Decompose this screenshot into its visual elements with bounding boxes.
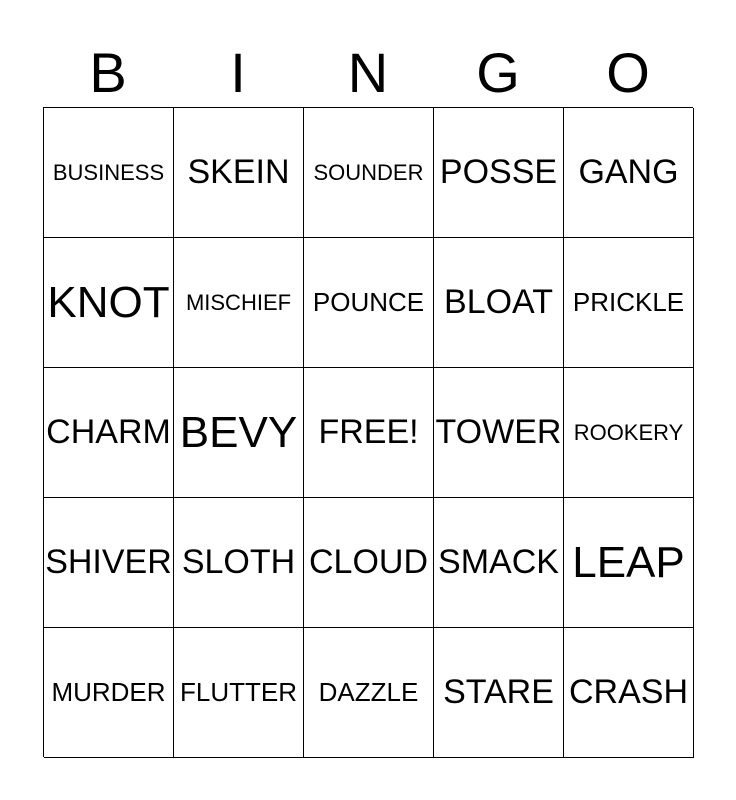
- header-letter-o: O: [606, 41, 650, 104]
- header-letter-n: N: [347, 41, 389, 104]
- bingo-cell[interactable]: POSSE: [434, 108, 564, 238]
- bingo-cell[interactable]: STARE: [434, 628, 564, 758]
- bingo-cell[interactable]: DAZZLE: [304, 628, 434, 758]
- bingo-cell[interactable]: SMACK: [434, 498, 564, 628]
- header-letter-g: G: [476, 41, 520, 104]
- bingo-cell[interactable]: BUSINESS: [44, 108, 174, 238]
- bingo-cell[interactable]: ROOKERY: [564, 368, 694, 498]
- bingo-cell[interactable]: TOWER: [434, 368, 564, 498]
- free-space-cell[interactable]: FREE!: [304, 368, 434, 498]
- bingo-cell[interactable]: GANG: [564, 108, 694, 238]
- bingo-cell[interactable]: KNOT: [44, 238, 174, 368]
- bingo-card-grid: [43, 107, 693, 757]
- bingo-cell[interactable]: FLUTTER: [174, 628, 304, 758]
- bingo-cell[interactable]: CHARM: [44, 368, 174, 498]
- header-letter-b: B: [89, 41, 127, 104]
- bingo-cell[interactable]: MURDER: [44, 628, 174, 758]
- bingo-cell[interactable]: SHIVER: [44, 498, 174, 628]
- bingo-cell[interactable]: BEVY: [174, 368, 304, 498]
- bingo-header: [43, 40, 693, 106]
- bingo-cell[interactable]: POUNCE: [304, 238, 434, 368]
- header-letter-i: I: [230, 41, 246, 104]
- bingo-cell[interactable]: SLOTH: [174, 498, 304, 628]
- bingo-cell[interactable]: BLOAT: [434, 238, 564, 368]
- bingo-cell[interactable]: CRASH: [564, 628, 694, 758]
- bingo-cell[interactable]: PRICKLE: [564, 238, 694, 368]
- bingo-cell[interactable]: MISCHIEF: [174, 238, 304, 368]
- bingo-cell[interactable]: SOUNDER: [304, 108, 434, 238]
- bingo-cell[interactable]: LEAP: [564, 498, 694, 628]
- bingo-cell[interactable]: CLOUD: [304, 498, 434, 628]
- bingo-cell[interactable]: SKEIN: [174, 108, 304, 238]
